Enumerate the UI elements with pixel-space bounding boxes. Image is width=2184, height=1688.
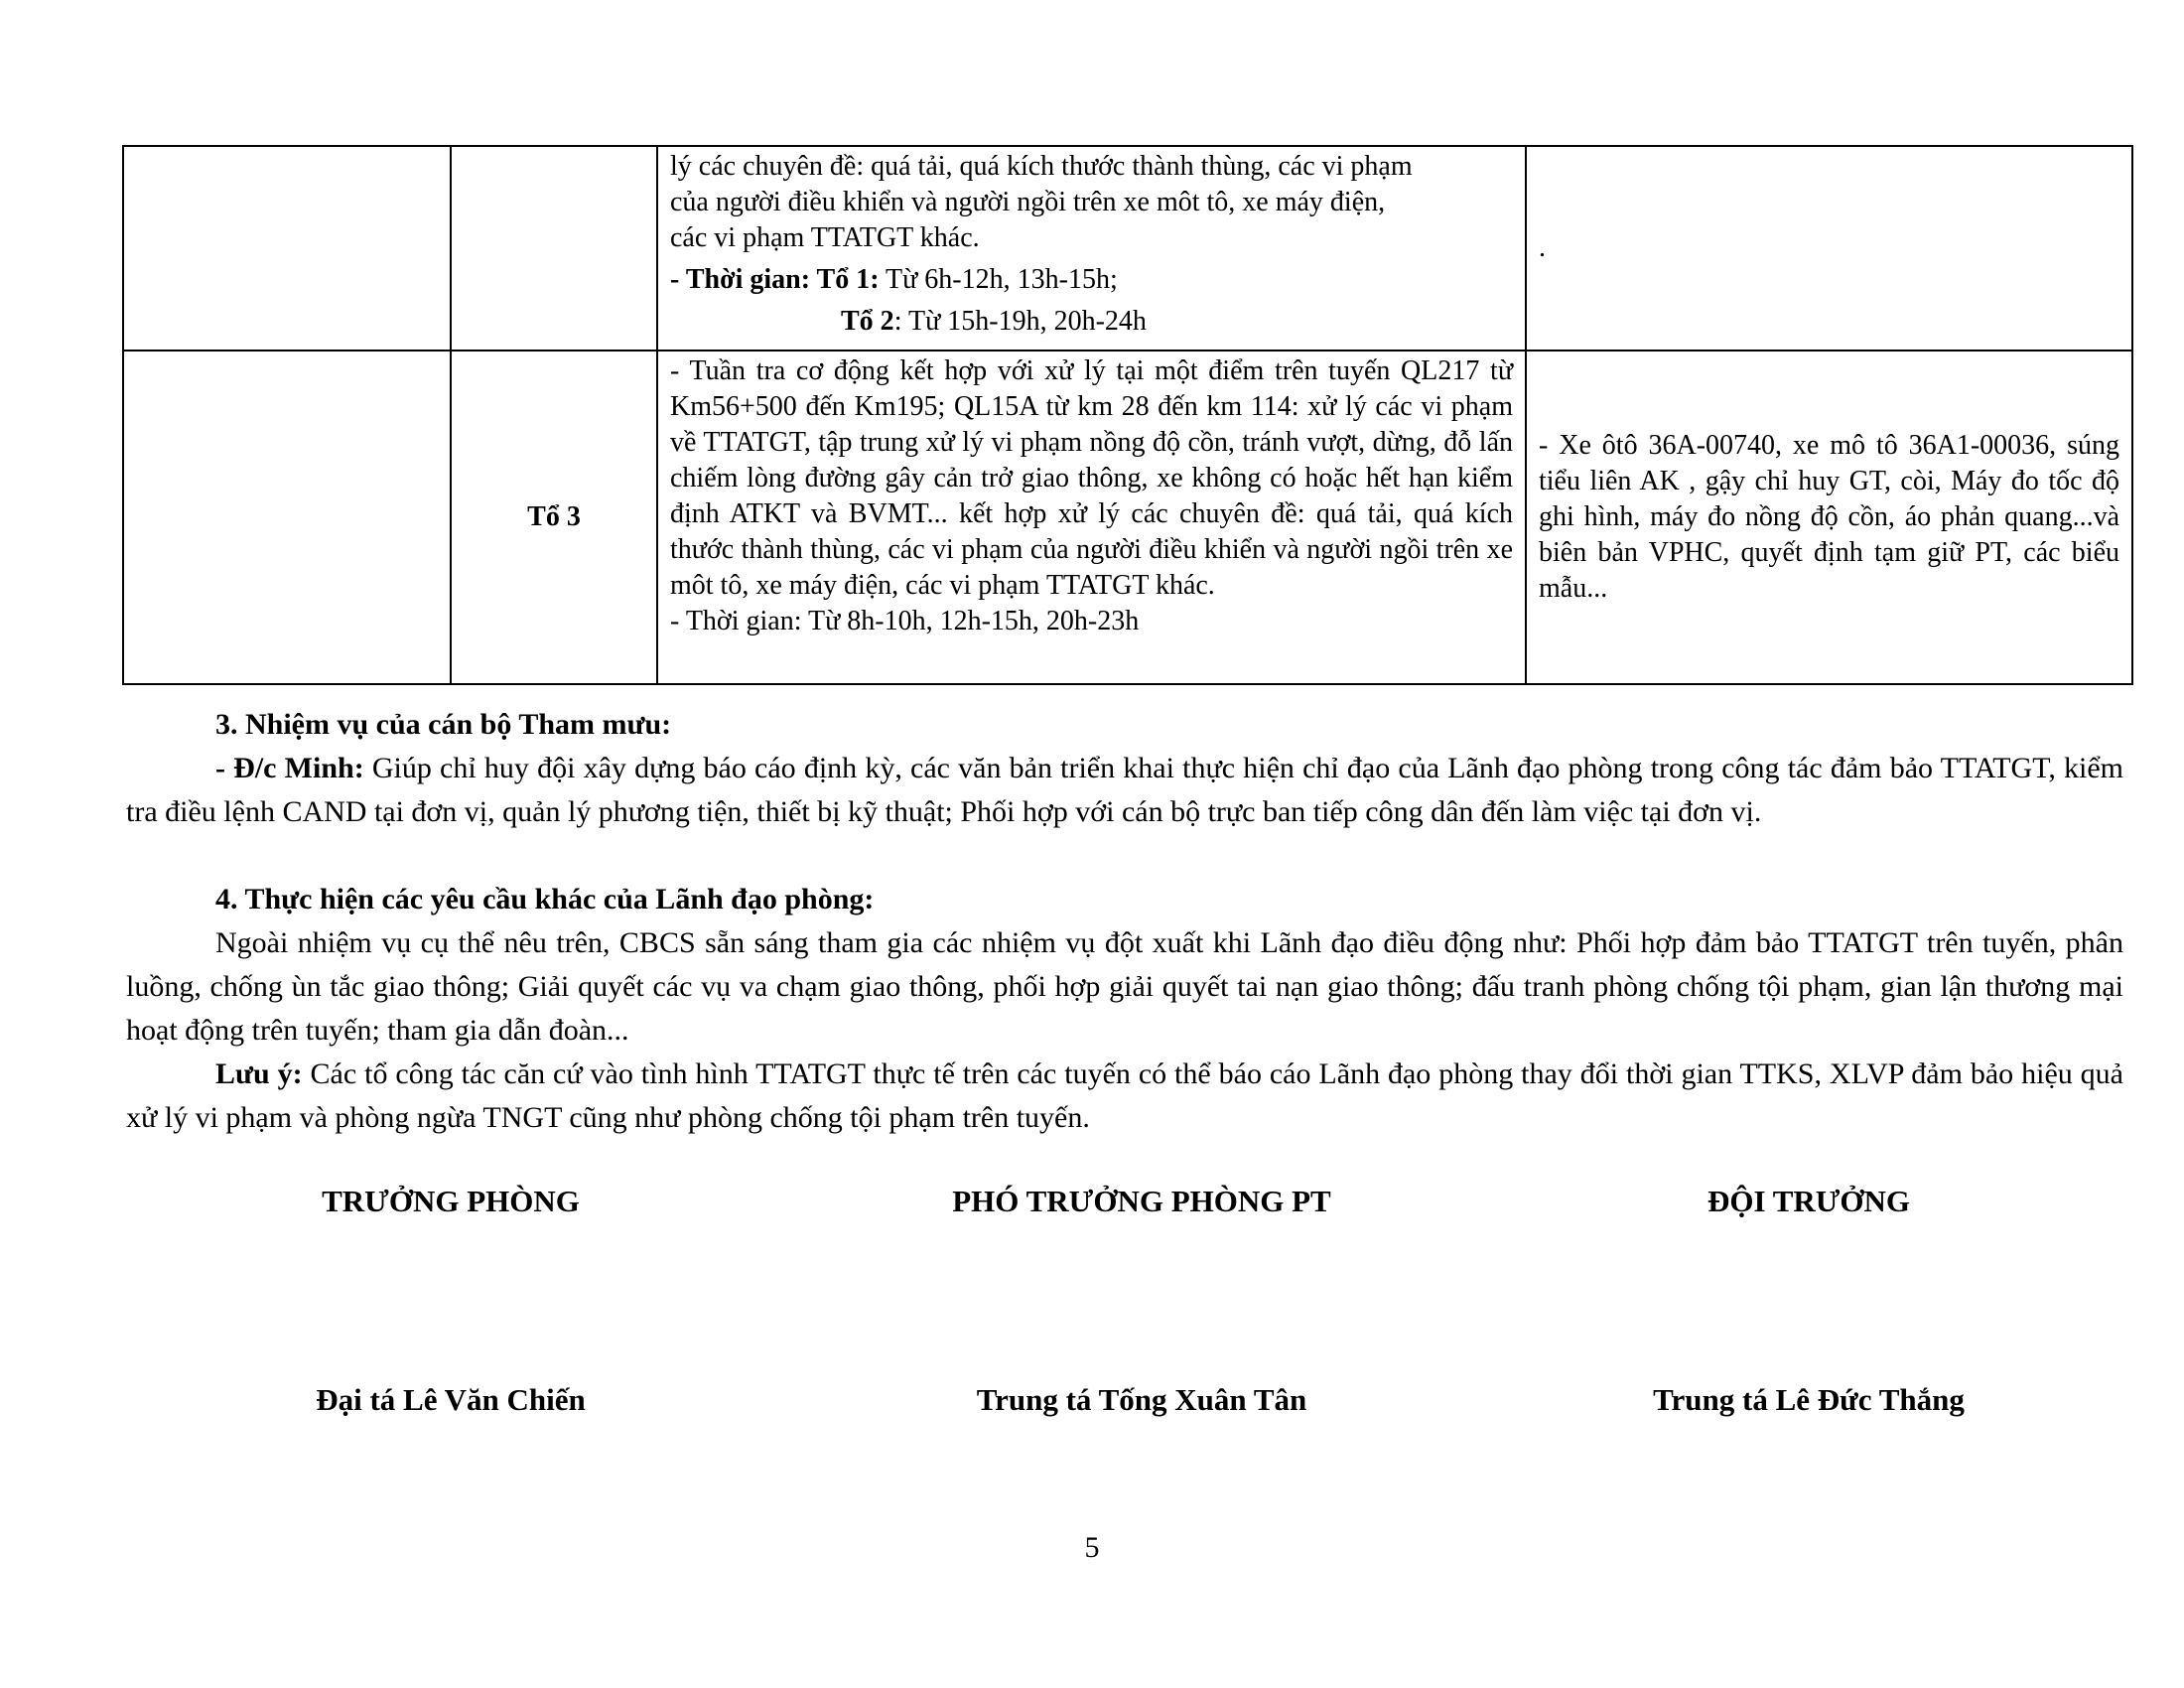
table-row — [123, 146, 2132, 351]
time-line: - Thời gian: Từ 8h-10h, 12h-15h, 20h-23h — [670, 606, 1140, 636]
unit-cell — [123, 351, 451, 684]
staff-duty-text: Giúp chỉ huy đội xây dựng báo cáo định kỳ, các văn bản triển khai thực hiện chỉ đạo của Lãnh đạo phòng trong công tác đảm bảo TTATGT, kiểm tra điều lệnh CAND tại đơn vị, quản lý phương tiện, thiết bị kỹ thuật; Phối hợp với cán bộ trực ban tiếp công dân đến làm việc tại đơn vị. — [126, 752, 2123, 828]
team-cell — [451, 146, 657, 351]
note-label: Lưu ý: — [215, 1057, 303, 1090]
section-paragraph: Ngoài nhiệm vụ cụ thể nêu trên, CBCS sẵn sáng tham gia các nhiệm vụ đột xuất khi Lãnh đạo điều động như: Phối hợp đảm bảo TTATGT trên tuyến, phân luồng, chống ùn tắc giao thông; Giải quyết các vụ va chạm giao thông, phối hợp giải quyết tai nạn giao thông; đấu tranh phòng chống tội phạm, gian lận thương mại hoạt động trên tuyến; tham gia dẫn đoàn... — [126, 926, 2123, 1047]
time-team1: Từ 6h-12h, 13h-15h; — [879, 264, 1118, 295]
team2-label: Tổ 2 — [841, 306, 894, 337]
signature-name: Đại tá Lê Văn Chiến — [316, 1382, 586, 1417]
signature-name: Trung tá Tống Xuân Tân — [976, 1382, 1307, 1417]
section-heading: 3. Nhiệm vụ của cán bộ Tham mưu: — [215, 708, 672, 741]
section-staff-duties — [126, 703, 2123, 834]
duty-text: - Tuần tra cơ động kết hợp với xử lý tại một điểm trên tuyến QL217 từ Km56+500 đến Km195; QL15A từ km 28 đến km 114: xử lý các vi phạm về TTATGT, tập trung xử lý vi phạm nồng độ cồn, tránh vượt, dừng, đỗ lấn chiếm lòng đường gây cản trở giao thông, xe không có hoặc hết hạn kiểm định ATKT và BVMT... kết hợp xử lý các chuyên đề: quá tải, quá kích thước thành thùng, các vi phạm của người điều khiển và người ngồi trên xe môt tô, xe máy điện, các vi phạm TTATGT khác. — [670, 355, 1513, 601]
team-cell: Tổ 3 — [451, 351, 657, 684]
section-heading: 4. Thực hiện các yêu cầu khác của Lãnh đạo phòng: — [215, 883, 875, 915]
equipment-cell — [1526, 146, 2132, 351]
time-team2: : Từ 15h-19h, 20h-24h — [893, 306, 1147, 337]
signature-title: ĐỘI TRƯỞNG — [1706, 1184, 1911, 1218]
note-paragraph — [126, 1053, 2123, 1140]
duty-line: các vi phạm TTATGT khác. — [670, 222, 980, 253]
time-line-team1 — [670, 262, 1513, 298]
staff-name: - Đ/c Minh: — [215, 752, 364, 784]
time-line-team2 — [670, 304, 1513, 340]
note-text: Các tổ công tác căn cứ vào tình hình TTATGT thực tế trên các tuyến có thể báo cáo Lãnh đạo phòng thay đổi thời gian TTKS, XLVP đảm bảo hiệu quả xử lý vi phạm và phòng ngừa TNGT cũng như phòng chống tội phạm trên tuyến. — [126, 1057, 2124, 1134]
duty-cell — [657, 351, 1526, 684]
signature-name: Trung tá Lê Đức Thắng — [1653, 1382, 1965, 1417]
section-paragraph — [126, 747, 2123, 834]
signature-title: TRƯỞNG PHÒNG — [322, 1184, 580, 1218]
patrol-plan-table — [122, 145, 2133, 685]
section-other-requests — [126, 878, 2123, 1140]
duty-cell — [657, 146, 1526, 351]
unit-cell — [123, 146, 451, 351]
duty-line: lý các chuyên đề: quá tải, quá kích thước thành thùng, các vi phạm — [670, 151, 1413, 182]
table-row — [123, 351, 2132, 684]
equipment-text: . — [1539, 232, 1546, 263]
equipment-cell: - Xe ôtô 36A-00740, xe mô tô 36A1-00036, súng tiểu liên AK , gậy chỉ huy GT, còi, Máy đo tốc độ ghi hình, máy đo nồng độ cồn, áo phản quang...và biên bản VPHC, quyết định tạm giữ PT, các biểu mẫu... — [1526, 351, 2132, 684]
page-number: 5 — [1084, 1531, 1100, 1564]
time-label: - Thời gian: Tổ 1: — [670, 264, 880, 295]
signature-title: PHÓ TRƯỞNG PHÒNG PT — [952, 1184, 1331, 1218]
duty-line: của người điều khiển và người ngồi trên xe môt tô, xe máy điện, — [670, 187, 1386, 217]
